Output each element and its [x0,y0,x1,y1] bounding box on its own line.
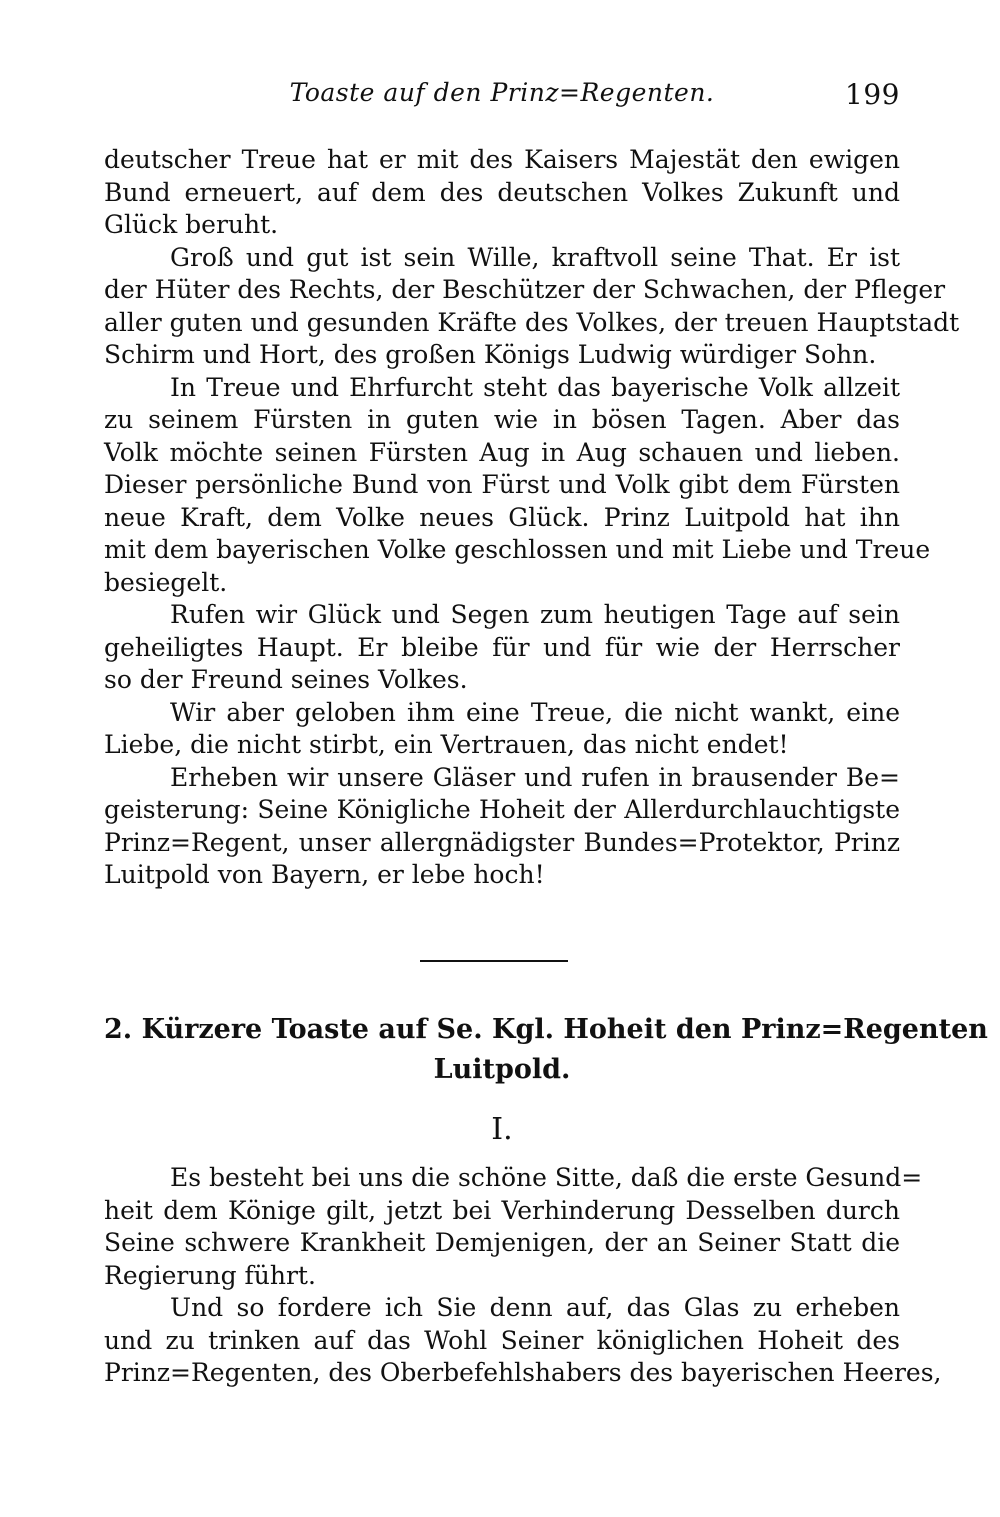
text-line: Erheben wir unsere Gläser und rufen in brausender Be= [170,762,900,792]
text-line: neue Kraft, dem Volke neues Glück. Prinz Luitpold hat ihn [104,502,900,532]
text-line: geheiligtes Haupt. Er bleibe für und für wie der Herrscher [104,632,900,662]
text-line: Rufen wir Glück und Segen zum heutigen Tage auf sein [170,600,900,629]
text-line: Groß und gut ist sein Wille, kraftvoll seine That. Er ist [170,242,900,272]
text-line: Bund erneuert, auf dem des deutschen Volkes Zukunft und [104,177,900,207]
section-heading [104,1010,988,1090]
text-line: Prinz=Regenten, des Oberbefehlshabers des bayerischen Heeres, [104,1358,942,1387]
running-head [104,78,900,118]
section-heading-line: 2. Kürzere Toaste auf Se. Kgl. Hoheit den Prinz=Regenten [104,1014,988,1045]
text-line: deutscher Treue hat er mit des Kaisers Majestät den ewigen [104,145,900,174]
text-line: Glück beruht. [104,210,279,239]
running-title: Toaste auf den Prinz=Regenten. [289,78,715,107]
text-line: Liebe, die nicht stirbt, ein Vertrauen, das nicht endet! [104,730,789,759]
text-block-upper [104,144,960,892]
text-line: Dieser persönliche Bund von Fürst und Volk gibt dem Fürsten [104,470,900,499]
text-line: Regierung führt. [104,1260,316,1290]
text-line: Und so fordere ich Sie denn auf, das Glas zu erheben [170,1293,900,1322]
page-number: 199 [845,78,900,111]
text-line: der Hüter des Rechts, der Beschützer der Schwachen, der Pfleger [104,275,946,304]
text-line: Volk möchte seinen Fürsten Aug in Aug schauen und lieben. [104,437,900,467]
text-line: Prinz=Regent, unser allergnädigster Bundes=Protektor, Prinz [104,827,900,857]
text-line: mit dem bayerischen Volke geschlossen und mit Liebe und Treue [104,535,931,564]
text-block-lower [104,1162,942,1390]
text-line: Schirm und Hort, des großen Königs Ludwig würdiger Sohn. [104,340,877,369]
section-divider [420,960,568,962]
text-line: Luitpold von Bayern, er lebe hoch! [104,860,545,889]
text-line: besiegelt. [104,567,228,597]
text-line: In Treue und Ehrfurcht steht das bayerische Volk allzeit [170,372,900,402]
text-line: Es besteht bei uns die schöne Sitte, daß die erste Gesund= [170,1163,923,1192]
text-line: aller guten und gesunden Kräfte des Volkes, der treuen Hauptstadt [104,307,960,337]
text-line: Wir aber geloben ihm eine Treue, die nicht wankt, eine [170,697,900,727]
text-line: Seine schwere Krankheit Demjenigen, der an Seiner Statt die [104,1228,900,1257]
text-line: geisterung: Seine Königliche Hoheit der Allerdurchlauchtigste [104,795,900,824]
text-line: zu seinem Fürsten in guten wie in bösen Tagen. Aber das [104,405,900,434]
text-line: heit dem Könige gilt, jetzt bei Verhinderung Desselben durch [104,1195,900,1225]
text-line: und zu trinken auf das Wohl Seiner königlichen Hoheit des [104,1325,900,1355]
section-heading-line: Luitpold. [433,1054,571,1085]
text-line: so der Freund seines Volkes. [104,665,468,694]
subsection-numeral: I. [491,1112,513,1147]
